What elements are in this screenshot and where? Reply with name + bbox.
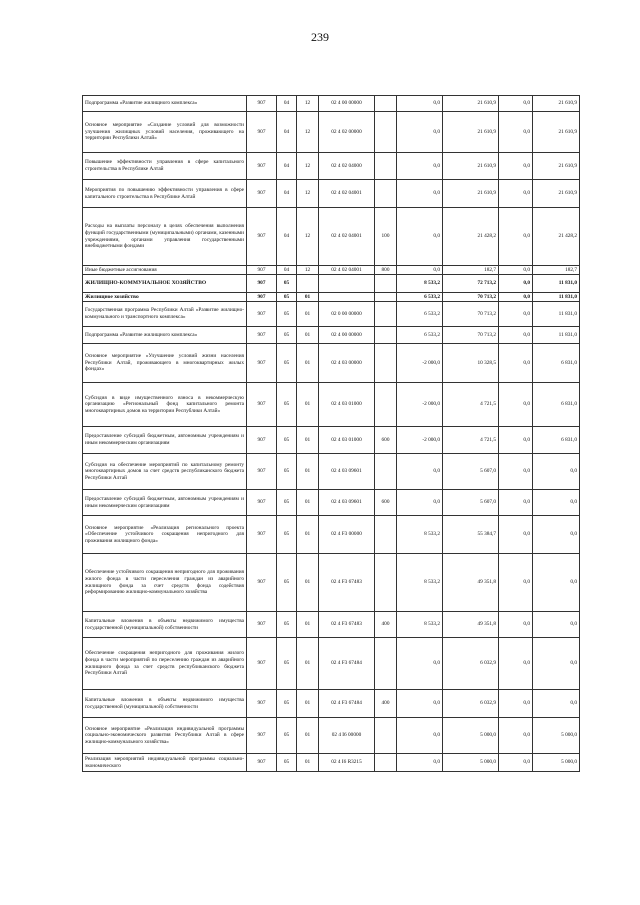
row-amount-federal-total-cell: 6 831,0 <box>533 344 580 383</box>
row-subsection-cell: 01 <box>297 612 319 638</box>
row-expense-type-cell <box>375 718 397 754</box>
row-name-cell: Субсидия в виде имущественного взноса в некоммерческую организацию «Региональный фонд капитального ремонта многоквартирных домов на территории Республики Алтай» <box>83 383 247 427</box>
row-amount-federal-total-cell: 0,0 <box>533 454 580 490</box>
row-grbs-cell: 907 <box>247 516 277 554</box>
row-amount-federal-total-cell: 0,0 <box>533 638 580 690</box>
row-name-cell: Реализация мероприятий индивидуальной программы социально-экономического <box>83 754 247 772</box>
row-amount-federal-total-cell: 0,0 <box>533 516 580 554</box>
row-amount-federal-total-cell: 5 000,0 <box>533 718 580 754</box>
row-section-cell: 04 <box>277 266 297 275</box>
row-expense-type-cell <box>375 327 397 344</box>
row-name-cell: Капитальные вложения в объекты недвижимого имущества государственной (муниципальной) собственности <box>83 690 247 718</box>
row-amount-change-cell: -2 000,0 <box>397 427 443 454</box>
row-expense-type-cell <box>375 344 397 383</box>
table-row <box>83 383 580 427</box>
table-row <box>83 554 580 612</box>
row-amount-change-cell: 0,0 <box>397 638 443 690</box>
row-amount-federal-change-cell: 0,0 <box>499 754 533 772</box>
row-amount-federal-change-cell: 0,0 <box>499 344 533 383</box>
row-amount-total-cell: 21 610,9 <box>443 112 499 153</box>
row-amount-change-cell: 6 533,2 <box>397 293 443 302</box>
table-row <box>83 96 580 112</box>
row-amount-total-cell: 70 713,2 <box>443 293 499 302</box>
row-target-article-cell <box>319 293 375 302</box>
row-amount-change-cell: 8 533,2 <box>397 612 443 638</box>
row-name-cell: Подпрограмма «Развитие жилищного комплекса» <box>83 327 247 344</box>
row-name-cell: Расходы на выплаты персоналу в целях обеспечения выполнения функций государственными (муниципальными) органами, казенными учреждениями, органами управления государственными внебюджетными фондами <box>83 208 247 266</box>
row-section-cell: 05 <box>277 690 297 718</box>
row-target-article-cell <box>319 275 375 293</box>
page-number: 239 <box>311 30 329 44</box>
row-amount-total-cell: 21 610,9 <box>443 96 499 112</box>
row-amount-total-cell: 70 713,2 <box>443 327 499 344</box>
row-amount-federal-total-cell: 21 610,9 <box>533 180 580 208</box>
row-section-cell: 04 <box>277 208 297 266</box>
table-row <box>83 180 580 208</box>
table-row <box>83 490 580 516</box>
row-amount-change-cell: 0,0 <box>397 180 443 208</box>
row-grbs-cell: 907 <box>247 153 277 180</box>
row-grbs-cell: 907 <box>247 293 277 302</box>
row-amount-federal-total-cell: 6 831,0 <box>533 383 580 427</box>
row-section-cell: 05 <box>277 275 297 293</box>
row-section-cell: 04 <box>277 112 297 153</box>
row-expense-type-cell <box>375 754 397 772</box>
row-target-article-cell: 02 4 00 00000 <box>319 327 375 344</box>
row-amount-federal-change-cell: 0,0 <box>499 266 533 275</box>
row-target-article-cell: 02 4 I6 00000 <box>319 718 375 754</box>
row-expense-type-cell <box>375 275 397 293</box>
row-amount-total-cell: 5 607,0 <box>443 454 499 490</box>
row-target-article-cell: 02 4 02 04001 <box>319 180 375 208</box>
row-grbs-cell: 907 <box>247 302 277 327</box>
row-amount-federal-change-cell: 0,0 <box>499 718 533 754</box>
row-subsection-cell <box>297 275 319 293</box>
row-amount-total-cell: 6 032,9 <box>443 638 499 690</box>
row-target-article-cell: 02 4 F3 67483 <box>319 612 375 638</box>
row-expense-type-cell: 600 <box>375 490 397 516</box>
row-expense-type-cell <box>375 293 397 302</box>
row-subsection-cell: 12 <box>297 208 319 266</box>
row-amount-change-cell: 6 533,2 <box>397 302 443 327</box>
row-name-cell: Предоставление субсидий бюджетным, автономным учреждениям и иным некоммерческим организациям <box>83 490 247 516</box>
row-target-article-cell: 02 4 F3 67483 <box>319 554 375 612</box>
row-amount-federal-total-cell: 11 831,0 <box>533 327 580 344</box>
row-target-article-cell: 02 4 03 09601 <box>319 454 375 490</box>
row-name-cell: Обеспечение устойчивого сокращения непригодного для проживания жилого фонда в части переселения граждан из аварийного жилищного фонда за счет средств фонда содействия реформированию жилищно-коммунального хозяйства <box>83 554 247 612</box>
row-amount-total-cell: 5 000,0 <box>443 718 499 754</box>
row-subsection-cell: 01 <box>297 293 319 302</box>
row-amount-federal-change-cell: 0,0 <box>499 153 533 180</box>
row-subsection-cell: 01 <box>297 754 319 772</box>
row-section-cell: 05 <box>277 302 297 327</box>
row-amount-federal-change-cell: 0,0 <box>499 302 533 327</box>
row-subsection-cell: 12 <box>297 153 319 180</box>
row-expense-type-cell <box>375 302 397 327</box>
row-subsection-cell: 01 <box>297 554 319 612</box>
row-amount-federal-total-cell: 182,7 <box>533 266 580 275</box>
row-amount-federal-total-cell: 21 610,9 <box>533 96 580 112</box>
row-grbs-cell: 907 <box>247 554 277 612</box>
table-row <box>83 718 580 754</box>
row-expense-type-cell: 400 <box>375 690 397 718</box>
row-section-cell: 05 <box>277 293 297 302</box>
row-name-cell: Предоставление субсидий бюджетным, автономным учреждениям и иным некоммерческим организациям <box>83 427 247 454</box>
row-name-cell: Повышение эффективности управления в сфере капитального строительства в Республике Алтай <box>83 153 247 180</box>
table-row <box>83 690 580 718</box>
row-amount-change-cell: 8 533,2 <box>397 275 443 293</box>
table-row <box>83 327 580 344</box>
row-target-article-cell: 02 4 F3 00000 <box>319 516 375 554</box>
row-target-article-cell: 02 4 F3 67484 <box>319 690 375 718</box>
row-subsection-cell: 12 <box>297 96 319 112</box>
row-grbs-cell: 907 <box>247 427 277 454</box>
row-subsection-cell: 01 <box>297 383 319 427</box>
table-row <box>83 516 580 554</box>
row-expense-type-cell <box>375 96 397 112</box>
row-amount-federal-change-cell: 0,0 <box>499 96 533 112</box>
table-row <box>83 208 580 266</box>
row-section-cell: 05 <box>277 383 297 427</box>
table-row <box>83 612 580 638</box>
row-subsection-cell: 01 <box>297 327 319 344</box>
row-amount-federal-change-cell: 0,0 <box>499 454 533 490</box>
row-section-cell: 05 <box>277 638 297 690</box>
row-amount-federal-change-cell: 0,0 <box>499 516 533 554</box>
row-grbs-cell: 907 <box>247 383 277 427</box>
row-section-cell: 05 <box>277 344 297 383</box>
row-name-cell: Жилищное хозяйство <box>83 293 247 302</box>
table-row <box>83 266 580 275</box>
row-name-cell: Капитальные вложения в объекты недвижимого имущества государственной (муниципальной) собственности <box>83 612 247 638</box>
row-amount-federal-total-cell: 0,0 <box>533 490 580 516</box>
row-amount-change-cell: 0,0 <box>397 690 443 718</box>
row-name-cell: Основное мероприятие «Реализация регионального проекта «Обеспечение устойчивого сокращения непригодного для проживания жилищного фонда» <box>83 516 247 554</box>
row-expense-type-cell <box>375 638 397 690</box>
row-amount-total-cell: 10 328,5 <box>443 344 499 383</box>
row-amount-change-cell: 0,0 <box>397 112 443 153</box>
row-section-cell: 05 <box>277 490 297 516</box>
row-target-article-cell: 02 4 03 01000 <box>319 427 375 454</box>
row-section-cell: 05 <box>277 427 297 454</box>
row-amount-total-cell: 49 351,8 <box>443 554 499 612</box>
row-section-cell: 05 <box>277 516 297 554</box>
row-section-cell: 05 <box>277 754 297 772</box>
row-amount-federal-change-cell: 0,0 <box>499 208 533 266</box>
table-row <box>83 754 580 772</box>
row-grbs-cell: 907 <box>247 275 277 293</box>
row-grbs-cell: 907 <box>247 327 277 344</box>
table-row <box>83 293 580 302</box>
row-section-cell: 05 <box>277 718 297 754</box>
row-subsection-cell: 01 <box>297 490 319 516</box>
table-body <box>83 96 580 772</box>
row-grbs-cell: 907 <box>247 490 277 516</box>
row-grbs-cell: 907 <box>247 754 277 772</box>
row-grbs-cell: 907 <box>247 208 277 266</box>
row-name-cell: Государственная программа Республики Алтай «Развитие жилищно-коммунального и транспортного комплекса» <box>83 302 247 327</box>
table-row <box>83 275 580 293</box>
row-amount-total-cell: 5 000,0 <box>443 754 499 772</box>
row-amount-federal-change-cell: 0,0 <box>499 612 533 638</box>
row-section-cell: 05 <box>277 327 297 344</box>
row-expense-type-cell <box>375 383 397 427</box>
row-amount-change-cell: 0,0 <box>397 490 443 516</box>
row-amount-federal-total-cell: 11 831,0 <box>533 302 580 327</box>
row-expense-type-cell: 400 <box>375 612 397 638</box>
row-target-article-cell: 02 4 02 04001 <box>319 208 375 266</box>
row-amount-change-cell: 0,0 <box>397 718 443 754</box>
row-amount-total-cell: 182,7 <box>443 266 499 275</box>
row-target-article-cell: 02 4 03 01000 <box>319 383 375 427</box>
row-subsection-cell: 01 <box>297 454 319 490</box>
row-amount-federal-total-cell: 11 831,0 <box>533 293 580 302</box>
row-name-cell: Основное мероприятие «Создание условий для возможности улучшения жилищных условий населения, проживающего на территории Республики Алтай» <box>83 112 247 153</box>
row-section-cell: 05 <box>277 612 297 638</box>
row-section-cell: 05 <box>277 454 297 490</box>
row-subsection-cell: 01 <box>297 718 319 754</box>
row-amount-change-cell: 0,0 <box>397 96 443 112</box>
row-name-cell: Основное мероприятие «Реализация индивидуальной программы социально-экономического развития Республики Алтай в сфере жилищно-коммунального хозяйства» <box>83 718 247 754</box>
row-amount-change-cell: -2 000,0 <box>397 383 443 427</box>
row-amount-total-cell: 6 032,9 <box>443 690 499 718</box>
row-amount-total-cell: 21 610,9 <box>443 180 499 208</box>
row-target-article-cell: 02 4 I6 R3215 <box>319 754 375 772</box>
row-target-article-cell: 02 4 02 04000 <box>319 153 375 180</box>
row-target-article-cell: 02 4 03 00000 <box>319 344 375 383</box>
row-amount-federal-total-cell: 21 610,9 <box>533 153 580 180</box>
row-amount-change-cell: 0,0 <box>397 266 443 275</box>
row-amount-federal-change-cell: 0,0 <box>499 638 533 690</box>
row-grbs-cell: 907 <box>247 454 277 490</box>
row-amount-total-cell: 49 351,8 <box>443 612 499 638</box>
row-amount-federal-total-cell: 5 000,0 <box>533 754 580 772</box>
row-name-cell: Основное мероприятие «Улучшение условий жизни населения Республики Алтай, проживающего в многоквартирных жилых фондах» <box>83 344 247 383</box>
table-row <box>83 302 580 327</box>
row-section-cell: 04 <box>277 96 297 112</box>
row-subsection-cell: 01 <box>297 516 319 554</box>
row-grbs-cell: 907 <box>247 612 277 638</box>
row-amount-change-cell: -2 000,0 <box>397 344 443 383</box>
table-row <box>83 153 580 180</box>
row-section-cell: 05 <box>277 554 297 612</box>
row-amount-federal-change-cell: 0,0 <box>499 275 533 293</box>
row-amount-total-cell: 21 428,2 <box>443 208 499 266</box>
row-amount-federal-change-cell: 0,0 <box>499 180 533 208</box>
row-expense-type-cell: 600 <box>375 427 397 454</box>
budget-table <box>82 95 580 772</box>
row-amount-federal-change-cell: 0,0 <box>499 112 533 153</box>
row-section-cell: 04 <box>277 180 297 208</box>
row-target-article-cell: 02 4 02 04001 <box>319 266 375 275</box>
row-subsection-cell: 01 <box>297 302 319 327</box>
row-amount-total-cell: 55 384,7 <box>443 516 499 554</box>
row-grbs-cell: 907 <box>247 112 277 153</box>
row-name-cell: Обеспечение сокращения непригодного для проживания жилого фонда в части мероприятий по переселению граждан из аварийного жилищного фонда за счет средств республиканского бюджета Республики Алтай <box>83 638 247 690</box>
row-expense-type-cell <box>375 180 397 208</box>
row-amount-total-cell: 4 721,5 <box>443 383 499 427</box>
row-grbs-cell: 907 <box>247 638 277 690</box>
row-subsection-cell: 12 <box>297 266 319 275</box>
row-amount-federal-total-cell: 0,0 <box>533 690 580 718</box>
row-name-cell: Подпрограмма «Развитие жилищного комплекса» <box>83 96 247 112</box>
table-row <box>83 638 580 690</box>
row-subsection-cell: 01 <box>297 690 319 718</box>
row-amount-federal-change-cell: 0,0 <box>499 690 533 718</box>
row-grbs-cell: 907 <box>247 718 277 754</box>
row-subsection-cell: 01 <box>297 344 319 383</box>
row-amount-change-cell: 8 533,2 <box>397 516 443 554</box>
row-amount-federal-change-cell: 0,0 <box>499 554 533 612</box>
row-expense-type-cell <box>375 454 397 490</box>
row-amount-change-cell: 0,0 <box>397 454 443 490</box>
table-row <box>83 112 580 153</box>
row-grbs-cell: 907 <box>247 344 277 383</box>
row-name-cell: ЖИЛИЩНО-КОММУНАЛЬНОЕ ХОЗЯЙСТВО <box>83 275 247 293</box>
table-row <box>83 454 580 490</box>
row-expense-type-cell <box>375 153 397 180</box>
row-amount-federal-total-cell: 11 831,0 <box>533 275 580 293</box>
row-amount-federal-change-cell: 0,0 <box>499 490 533 516</box>
row-subsection-cell: 01 <box>297 427 319 454</box>
row-name-cell: Мероприятия по повышению эффективности управления в сфере капитального строительства в Республике Алтай <box>83 180 247 208</box>
row-amount-total-cell: 5 607,0 <box>443 490 499 516</box>
row-expense-type-cell <box>375 554 397 612</box>
row-amount-federal-total-cell: 21 610,9 <box>533 112 580 153</box>
row-amount-federal-total-cell: 6 831,0 <box>533 427 580 454</box>
row-amount-change-cell: 0,0 <box>397 754 443 772</box>
row-grbs-cell: 907 <box>247 690 277 718</box>
row-subsection-cell: 12 <box>297 180 319 208</box>
row-amount-federal-change-cell: 0,0 <box>499 293 533 302</box>
row-amount-total-cell: 72 713,2 <box>443 275 499 293</box>
row-amount-change-cell: 6 533,2 <box>397 327 443 344</box>
row-subsection-cell: 12 <box>297 112 319 153</box>
row-target-article-cell: 02 4 02 00000 <box>319 112 375 153</box>
row-amount-federal-total-cell: 0,0 <box>533 554 580 612</box>
row-grbs-cell: 907 <box>247 96 277 112</box>
row-grbs-cell: 907 <box>247 180 277 208</box>
row-grbs-cell: 907 <box>247 266 277 275</box>
row-amount-federal-total-cell: 0,0 <box>533 612 580 638</box>
row-target-article-cell: 02 4 03 09601 <box>319 490 375 516</box>
row-amount-total-cell: 21 610,9 <box>443 153 499 180</box>
row-amount-federal-total-cell: 21 428,2 <box>533 208 580 266</box>
row-target-article-cell: 02 4 00 00000 <box>319 96 375 112</box>
table-row <box>83 344 580 383</box>
row-section-cell: 04 <box>277 153 297 180</box>
row-target-article-cell: 02 4 F3 67484 <box>319 638 375 690</box>
row-expense-type-cell <box>375 112 397 153</box>
row-amount-federal-change-cell: 0,0 <box>499 327 533 344</box>
row-expense-type-cell: 100 <box>375 208 397 266</box>
row-amount-change-cell: 0,0 <box>397 208 443 266</box>
row-expense-type-cell: 800 <box>375 266 397 275</box>
row-amount-federal-change-cell: 0,0 <box>499 427 533 454</box>
row-name-cell: Субсидия на обеспечение мероприятий по капитальному ремонту многоквартирных домов за счет средств республиканского бюджета Республики Алтай <box>83 454 247 490</box>
row-amount-total-cell: 4 721,5 <box>443 427 499 454</box>
row-name-cell: Иные бюджетные ассигнования <box>83 266 247 275</box>
row-amount-total-cell: 70 713,2 <box>443 302 499 327</box>
table-row <box>83 427 580 454</box>
row-expense-type-cell <box>375 516 397 554</box>
row-amount-federal-change-cell: 0,0 <box>499 383 533 427</box>
row-target-article-cell: 02 0 00 00000 <box>319 302 375 327</box>
row-subsection-cell: 01 <box>297 638 319 690</box>
row-amount-change-cell: 8 533,2 <box>397 554 443 612</box>
row-amount-change-cell: 0,0 <box>397 153 443 180</box>
